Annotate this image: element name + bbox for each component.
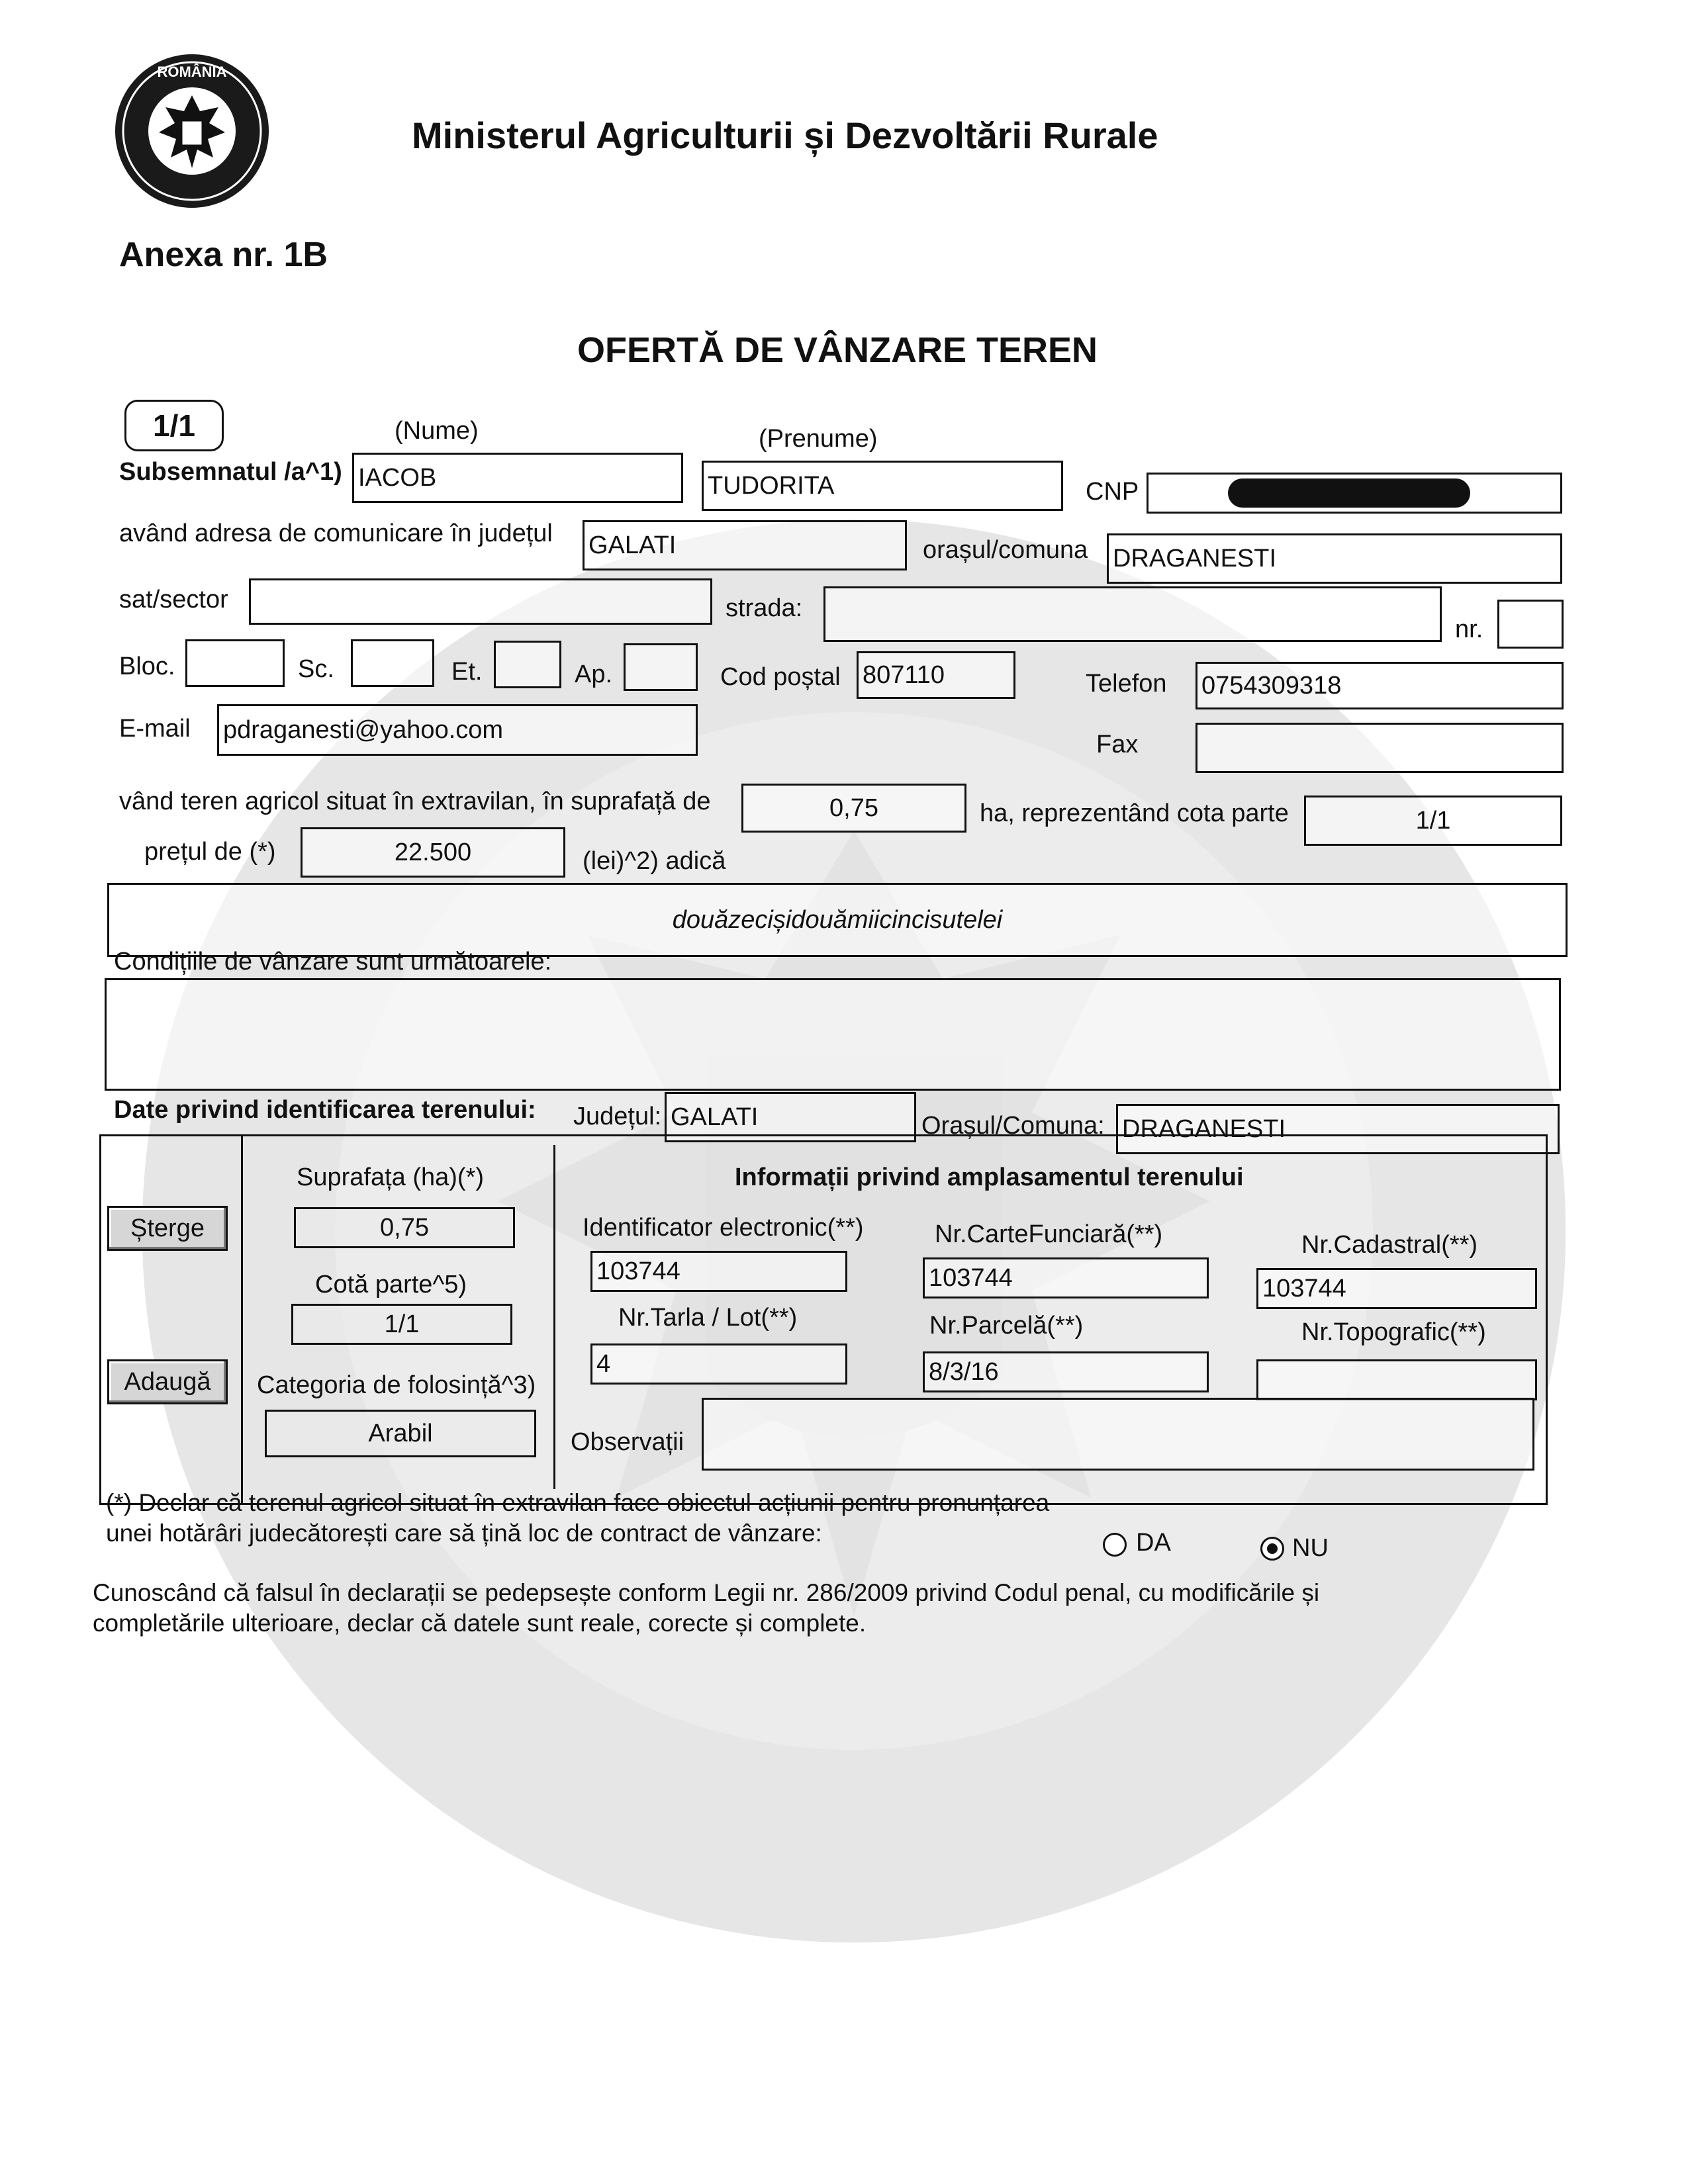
cf-label: Nr.CarteFunciară(**) bbox=[935, 1220, 1163, 1248]
judet-field[interactable]: GALATI bbox=[583, 520, 907, 570]
cnp-redaction bbox=[1228, 478, 1470, 508]
ha-cota-label: ha, reprezentând cota parte bbox=[980, 799, 1289, 827]
cod-postal-field[interactable]: 807110 bbox=[857, 651, 1015, 699]
land-oras-field[interactable]: DRAGANESTI bbox=[1116, 1104, 1560, 1154]
prenume-field[interactable]: TUDORITA bbox=[702, 461, 1063, 511]
pret-litere-field[interactable]: douăzecișidouămiicincisutelei bbox=[107, 883, 1568, 957]
sterge-button-label: Șterge bbox=[130, 1214, 205, 1242]
nume-field[interactable]: IACOB bbox=[352, 453, 683, 503]
strada-label: strada: bbox=[726, 594, 803, 622]
fax-field[interactable] bbox=[1196, 723, 1564, 773]
sat-label: sat/sector bbox=[119, 586, 228, 614]
tarla-field[interactable]: 4 bbox=[590, 1343, 847, 1385]
land-judet-field[interactable]: GALATI bbox=[665, 1092, 916, 1142]
radio-nu[interactable] bbox=[1260, 1537, 1284, 1561]
email-label: E-mail bbox=[119, 715, 191, 743]
parcela-label: Nr.Parcelă(**) bbox=[929, 1312, 1084, 1340]
cota-parte-field[interactable]: 1/1 bbox=[1304, 796, 1562, 846]
sc-field[interactable] bbox=[351, 639, 434, 687]
categoria-label: Categoria de folosință^3) bbox=[257, 1371, 536, 1399]
radio-da-label: DA bbox=[1136, 1529, 1171, 1557]
cnp-field[interactable] bbox=[1147, 473, 1562, 514]
subsemnatul-label: Subsemnatul /a^1) bbox=[119, 458, 342, 486]
cod-postal-label: Cod poștal bbox=[720, 663, 841, 691]
pret-label: prețul de (*) bbox=[144, 838, 276, 866]
categoria-field[interactable]: Arabil bbox=[265, 1410, 536, 1457]
land-judet-label: Județul: bbox=[573, 1103, 662, 1130]
conditii-label: Condițiile de vânzare sunt următoarele: bbox=[114, 948, 552, 976]
nr-label: nr. bbox=[1455, 615, 1483, 643]
adresa-label: având adresa de comunicare în județul bbox=[119, 520, 553, 547]
sterge-button[interactable] bbox=[107, 1206, 228, 1251]
strada-field[interactable] bbox=[823, 586, 1442, 642]
declaration-text: (*) Declar că terenul agricol situat în extravilan face obiectul acțiunii pentru pronunțarea unei hotărâri judecătorești care să țină loc de contract de vânzare: bbox=[106, 1489, 1050, 1547]
land-cota-field[interactable]: 1/1 bbox=[291, 1304, 512, 1345]
final-declaration-text: Cunoscând că falsul în declarații se pedepsește conform Legii nr. 286/2009 privind Codul penal, cu modificările și completările ulterioare, declar că datele sunt reale, corecte și complete. bbox=[93, 1579, 1320, 1637]
et-label: Et. bbox=[451, 658, 483, 686]
ministry-name: Ministerul Agriculturii și Dezvoltării Rurale bbox=[412, 114, 1158, 156]
email-field[interactable]: pdraganesti@yahoo.com bbox=[217, 704, 698, 756]
ap-field[interactable] bbox=[624, 643, 698, 691]
nr-field[interactable] bbox=[1497, 600, 1564, 649]
page-badge: 1/1 bbox=[124, 400, 224, 451]
suprafata-field[interactable]: 0,75 bbox=[741, 784, 966, 833]
cnp-label: CNP bbox=[1086, 478, 1139, 506]
parcela-field[interactable]: 8/3/16 bbox=[923, 1351, 1209, 1392]
observatii-label: Observații bbox=[571, 1428, 684, 1456]
adauga-button-label: Adaugă bbox=[124, 1367, 211, 1396]
prenume-caption: (Prenume) bbox=[759, 425, 878, 453]
ap-label: Ap. bbox=[575, 660, 613, 688]
topografic-field[interactable] bbox=[1256, 1359, 1537, 1400]
sat-field[interactable] bbox=[249, 578, 712, 625]
nume-caption: (Nume) bbox=[395, 417, 479, 445]
pret-field[interactable]: 22.500 bbox=[301, 827, 565, 878]
bloc-field[interactable] bbox=[185, 639, 285, 687]
tarla-label: Nr.Tarla / Lot(**) bbox=[618, 1304, 798, 1332]
radio-da[interactable] bbox=[1103, 1533, 1127, 1557]
vand-label: vând teren agricol situat în extravilan, în suprafață de bbox=[119, 788, 711, 815]
et-field[interactable] bbox=[494, 641, 561, 688]
ministry-seal-icon bbox=[113, 52, 271, 210]
info-title: Informații privind amplasamentul terenului bbox=[735, 1163, 1244, 1191]
oras-field[interactable]: DRAGANESTI bbox=[1107, 533, 1562, 584]
suprafata-ha-label: Suprafața (ha)(*) bbox=[297, 1163, 485, 1191]
radio-nu-label: NU bbox=[1292, 1534, 1329, 1562]
lei-label: (lei)^2) adică bbox=[583, 847, 726, 875]
telefon-label: Telefon bbox=[1086, 670, 1167, 698]
oras-label: orașul/comuna bbox=[923, 536, 1088, 564]
cadastral-field[interactable]: 103744 bbox=[1256, 1268, 1537, 1309]
seal-top-text: ROMÂNIA bbox=[157, 64, 227, 80]
observatii-field[interactable] bbox=[702, 1398, 1534, 1471]
id-el-field[interactable]: 103744 bbox=[590, 1251, 847, 1292]
adauga-button[interactable] bbox=[107, 1359, 228, 1404]
id-el-label: Identificator electronic(**) bbox=[583, 1214, 864, 1242]
topografic-label: Nr.Topografic(**) bbox=[1301, 1318, 1486, 1346]
annex-label: Anexa nr. 1B bbox=[119, 236, 328, 274]
telefon-field[interactable]: 0754309318 bbox=[1196, 662, 1564, 709]
document-title: OFERTĂ DE VÂNZARE TEREN bbox=[577, 330, 1098, 370]
land-section-label: Date privind identificarea terenului: bbox=[114, 1096, 536, 1124]
sc-label: Sc. bbox=[298, 655, 334, 683]
cota-label: Cotă parte^5) bbox=[315, 1271, 467, 1298]
land-divider-left bbox=[241, 1136, 243, 1504]
radio-nu-selected-dot bbox=[1267, 1543, 1278, 1554]
fax-label: Fax bbox=[1096, 731, 1139, 758]
conditii-field[interactable] bbox=[105, 978, 1561, 1091]
cf-field[interactable]: 103744 bbox=[923, 1257, 1209, 1298]
land-divider-mid bbox=[553, 1145, 555, 1489]
land-suprafata-field[interactable]: 0,75 bbox=[294, 1207, 515, 1248]
bloc-label: Bloc. bbox=[119, 653, 175, 680]
cadastral-label: Nr.Cadastral(**) bbox=[1301, 1231, 1478, 1259]
land-oras-label: Orașul/Comuna: bbox=[921, 1112, 1105, 1140]
